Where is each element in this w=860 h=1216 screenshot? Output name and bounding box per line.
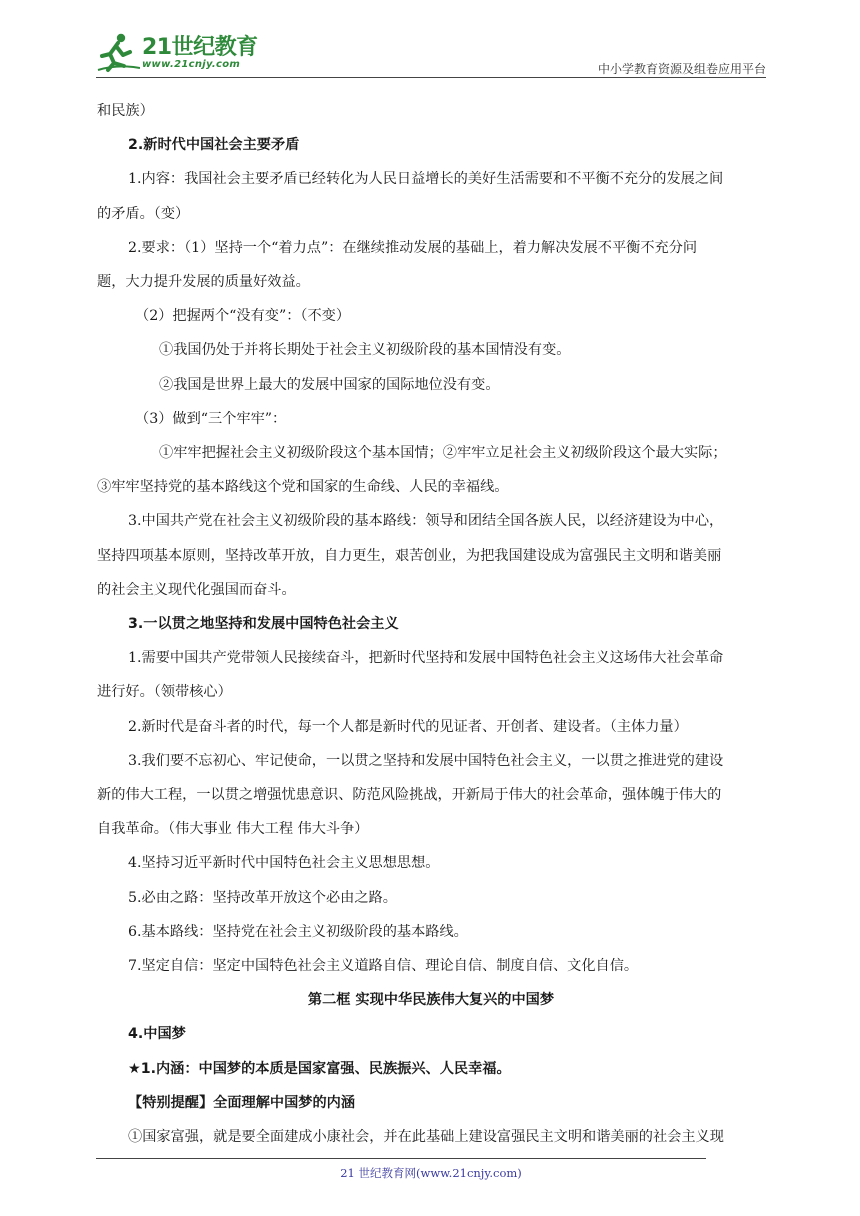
text-line: ①我国仍处于并将长期处于社会主义初级阶段的基本国情没有变。: [159, 342, 571, 359]
section-heading: 3.一以贯之地坚持和发展中国特色社会主义: [128, 616, 399, 633]
runner-logo-icon: [96, 30, 140, 74]
text-line: 1.需要中国共产党带领人民接续奋斗，把新时代坚持和发展中国特色社会主义这场伟大社会革命: [128, 650, 724, 667]
key-point: ★1.内涵：中国梦的本质是国家富强、民族振兴、人民幸福。: [128, 1060, 511, 1077]
logo-url: www.21cnjy.com: [142, 59, 241, 70]
text-line: 新的伟大工程，一以贯之增强忧患意识、防范风险挑战，开新局于伟大的社会革命，强体魄于伟大的: [97, 787, 722, 804]
text-line: 2.新时代是奋斗者的时代，每一个人都是新时代的见证者、开创者、建设者。（主体力量）: [128, 718, 688, 735]
page-header: [96, 26, 766, 82]
logo-text: 21世纪教育: [142, 35, 258, 60]
text-line: 2.要求：（1）坚持一个“着力点”：在继续推动发展的基础上，着力解决发展不平衡不充分问: [128, 239, 698, 256]
text-line: 的社会主义现代化强国而奋斗。: [97, 581, 296, 598]
text-line: 6.基本路线：坚持党在社会主义初级阶段的基本路线。: [128, 923, 468, 940]
text-line: 5.必由之路：坚持改革开放这个必由之路。: [128, 889, 397, 906]
section-heading: 2.新时代中国社会主要矛盾: [128, 137, 300, 154]
text-line: 坚持四项基本原则，坚持改革开放，自力更生，艰苦创业，为把我国建设成为富强民主文明和谐美丽: [97, 547, 722, 564]
text-line: 题，大力提升发展的质量好效益。: [97, 274, 310, 291]
platform-name: 中小学教育资源及组卷应用平台: [597, 62, 766, 76]
text-line: （2）把握两个“没有变”：（不变）: [135, 308, 351, 325]
text-line: 3.我们要不忘初心、牢记使命，一以贯之坚持和发展中国特色社会主义，一以贯之推进党的建设: [128, 752, 724, 769]
text-line: 自我革命。（伟大事业 伟大工程 伟大斗争）: [97, 821, 369, 838]
text-line: 进行好。（领带核心）: [97, 684, 232, 701]
text-line: 和民族）: [97, 103, 154, 119]
chapter-title: 第二框 实现中华民族伟大复兴的中国梦: [307, 992, 555, 1009]
section-heading: 4.中国梦: [128, 1026, 186, 1043]
text-line: ②我国是世界上最大的发展中国家的国际地位没有变。: [159, 376, 500, 393]
text-line: 4.坚持习近平新时代中国特色社会主义思想思想。: [128, 855, 440, 872]
text-line: 1.内容：我国社会主要矛盾已经转化为人民日益增长的美好生活需要和不平衡不充分的发展之间: [128, 171, 724, 188]
special-reminder: 【特别提醒】全面理解中国梦的内涵: [128, 1094, 356, 1111]
text-line: ①牢牢把握社会主义初级阶段这个基本国情；②牢牢立足社会主义初级阶段这个最大实际；: [159, 445, 727, 462]
header-divider: [96, 77, 766, 78]
document-body: [97, 94, 765, 1154]
footer-divider: [96, 1158, 706, 1159]
text-line: （3）做到“三个牢牢”：: [135, 410, 287, 427]
footer-link[interactable]: 21 世纪教育网(www.21cnjy.com): [340, 1166, 522, 1180]
text-line: 的矛盾。（变）: [97, 205, 190, 222]
text-line: ①国家富强，就是要全面建成小康社会，并在此基础上建设富强民主文明和谐美丽的社会主义现: [128, 1129, 724, 1146]
site-logo[interactable]: [96, 30, 266, 74]
text-line: 3.中国共产党在社会主义初级阶段的基本路线：领导和团结全国各族人民，以经济建设为中心，: [128, 513, 724, 530]
text-line: ③牢牢坚持党的基本路线这个党和国家的生命线、人民的幸福线。: [97, 479, 509, 496]
text-line: 7.坚定自信：坚定中国特色社会主义道路自信、理论自信、制度自信、文化自信。: [128, 958, 639, 975]
